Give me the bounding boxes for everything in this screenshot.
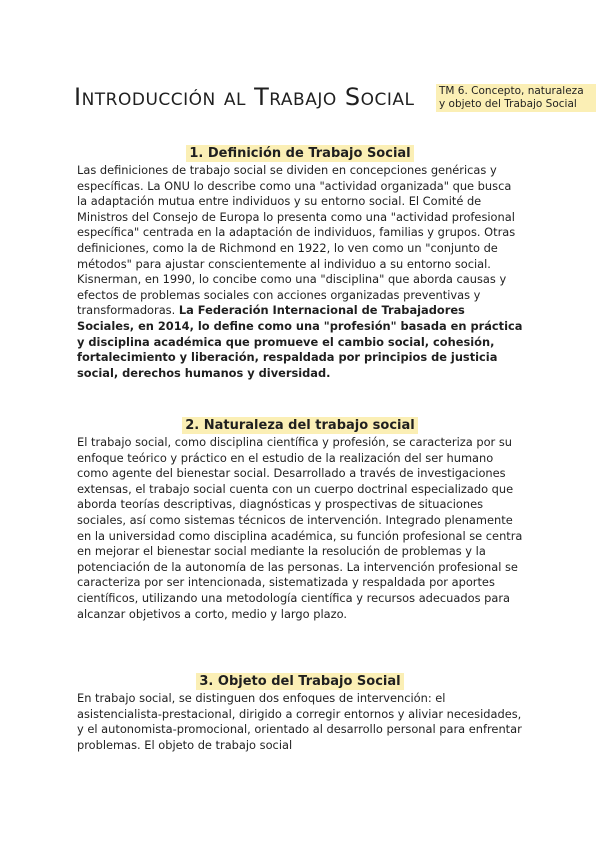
section-2-heading: 2. Naturaleza del trabajo social bbox=[182, 417, 418, 434]
section-3-body: En trabajo social, se distinguen dos enfoques de intervención: el asistencialista-prestacional, dirigido a corregir entornos y aliviar necesidades, y el autonomista-promocional, orientado al desarrollo personal para enfrentar problemas. El objeto de trabajo social bbox=[77, 691, 522, 752]
section-1-bold-text: La Federación Internacional de Trabajadores Sociales, en 2014, lo define como una "profesión" basada en práctica y disciplina académica que promueve el cambio social, cohesión, fortalecimiento y liberación, respaldada por principios de justicia social, derechos humanos y diversidad. bbox=[77, 303, 523, 380]
section-3-heading: 3. Objeto del Trabajo Social bbox=[196, 673, 403, 690]
topic-tag: TM 6. Concepto, naturaleza y objeto del Trabajo Social bbox=[436, 84, 596, 112]
section-1-body bbox=[77, 163, 525, 381]
section-1-heading: 1. Definición de Trabajo Social bbox=[186, 145, 413, 162]
document-title: Introducción al Trabajo Social bbox=[74, 83, 415, 111]
section-2-heading-row bbox=[0, 414, 600, 434]
section-2-body: El trabajo social, como disciplina científica y profesión, se caracteriza por su enfoque teórico y práctico en el estudio de la realización del ser humano como agente del bienestar social. Desarrollado a través de investigaciones extensas, el trabajo social cuenta con un cuerpo doctrinal especializado que aborda teorías descriptivas, diagnósticas y prospectivas de situaciones sociales, así como sistemas técnicos de intervención. Integrado plenamente en la universidad como disciplina académica, su función profesional se centra en mejorar el bienestar social mediante la resolución de problemas y la potenciación de la autonomía de las personas. La intervención profesional se caracteriza por ser intencionada, sistematizada y respaldada por aportes científicos, utilizando una metodología científica y recursos adecuados para alcanzar objetivos a corto, medio y largo plazo. bbox=[77, 435, 523, 621]
section-3-heading-row bbox=[0, 670, 600, 690]
section-1-text: Las definiciones de trabajo social se dividen en concepciones genéricas y específicas. La ONU lo describe como una "actividad organizada" que busca la adaptación mutua entre individuos y su entorno social. El Comité de Ministros del Consejo de Europa lo presenta como una "actividad profesional específica" centrada en la adaptación de individuos, familias y grupos. Otras definiciones, como la de Richmond en 1922, lo ven como un "conjunto de métodos" para ajustar conscientemente al individuo a su entorno social. Kisnerman, en 1990, lo concibe como una "disciplina" que aborda causas y efectos de problemas sociales con acciones organizadas preventivas y transformadoras. bbox=[77, 163, 516, 318]
section-1-heading-row bbox=[0, 142, 600, 162]
